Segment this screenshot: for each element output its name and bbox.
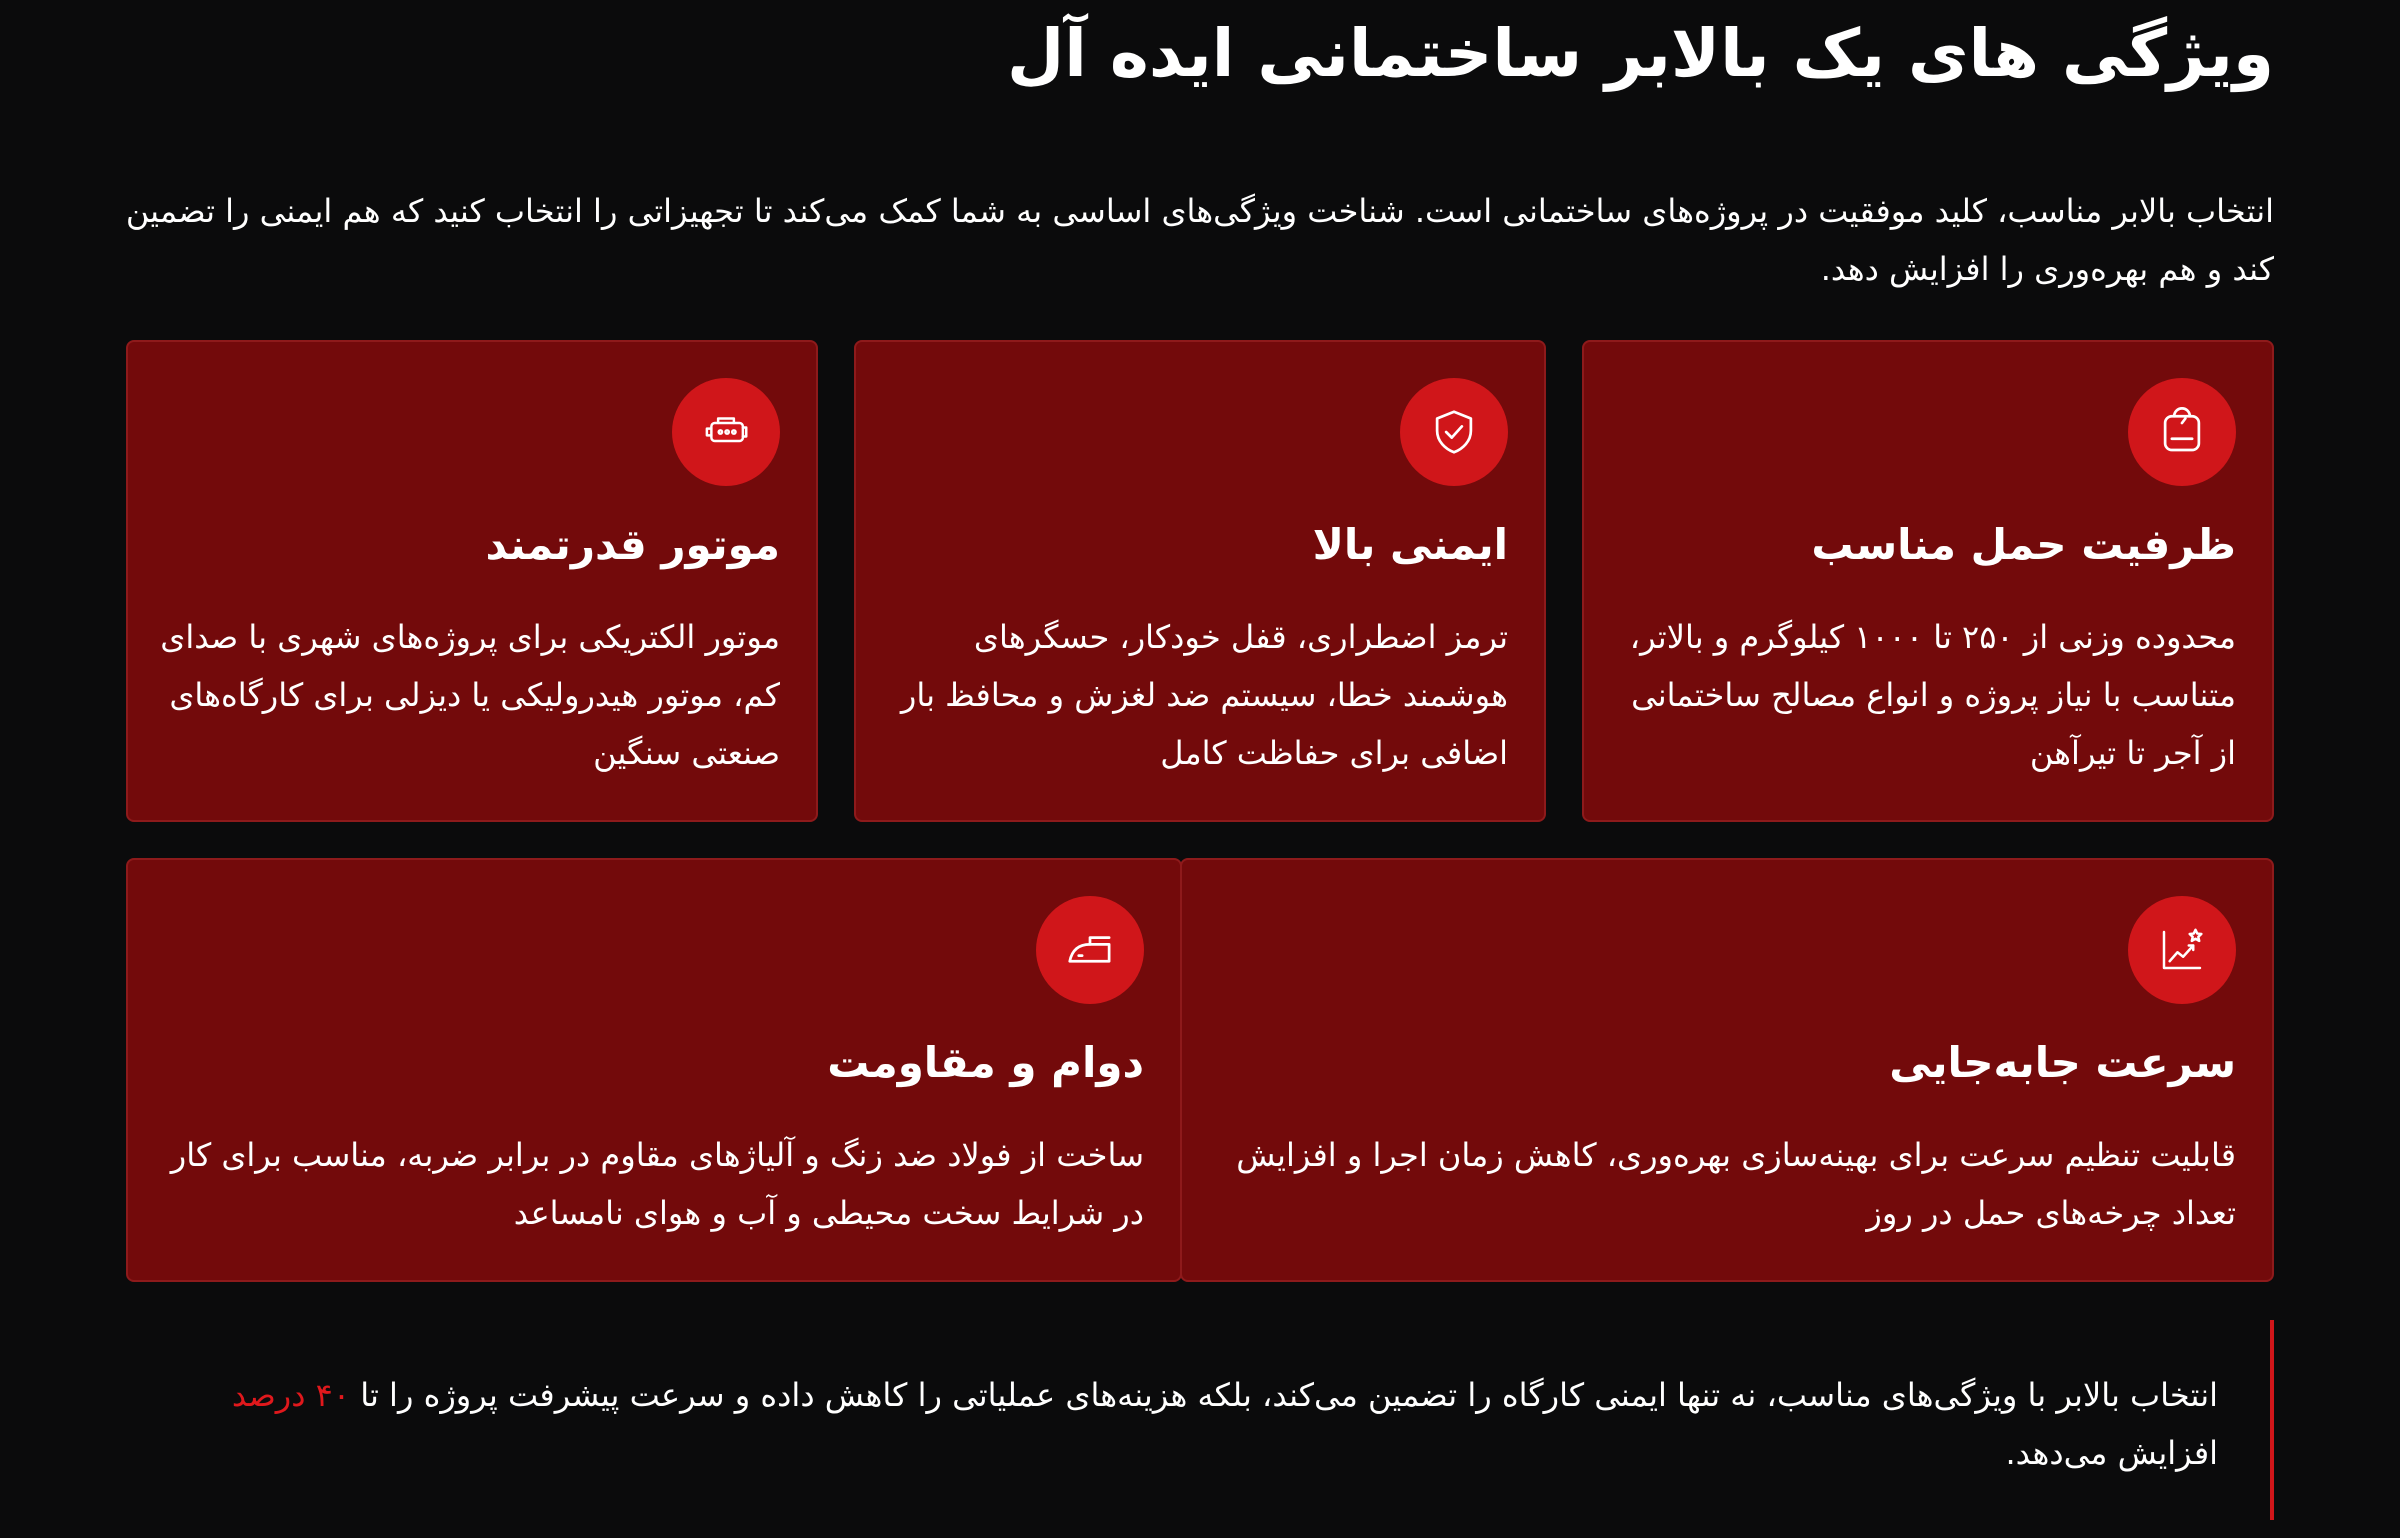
feature-card-speed: [1180, 858, 2274, 1282]
feature-title: ایمنی بالا: [1312, 520, 1508, 569]
summary-text: [158, 1366, 2218, 1482]
engine-icon: [672, 378, 780, 486]
feature-card-safety: [854, 340, 1546, 822]
weight-scale-icon: [2128, 378, 2236, 486]
feature-card-motor: [126, 340, 818, 822]
intro-paragraph: انتخاب بالابر مناسب، کلید موفقیت در پروژه‌های ساختمانی است. شناخت ویژگی‌های اساسی به شما کمک می‌کند تا تجهیزاتی را انتخاب کنید که هم ایمنی را تضمین کند و هم بهره‌وری را افزایش دهد.: [125, 192, 2274, 288]
summary-text-end: افزایش می‌دهد.: [2005, 1434, 2218, 1472]
feature-title: موتور قدرتمند: [485, 520, 780, 569]
iron-icon: [1036, 896, 1144, 1004]
growth-chart-icon: [2128, 896, 2236, 1004]
feature-description: محدوده وزنی از ۲۵۰ تا ۱۰۰۰ کیلوگرم و بالاتر، متناسب با نیاز پروژه و انواع مصالح ساختمانی از آجر تا تیرآهن: [1629, 618, 2236, 772]
page-title: ویژگی های یک بالابر ساختمانی ایده آل: [1007, 15, 2274, 92]
feature-title: ظرفیت حمل مناسب: [1811, 520, 2236, 569]
shield-check-icon: [1400, 378, 1508, 486]
feature-description: موتور الکتریکی برای پروژه‌های شهری با صدای کم، موتور هیدرولیکی یا دیزلی برای کارگاه‌های صنعتی سنگین: [160, 618, 780, 772]
feature-title: دوام و مقاومت: [827, 1038, 1144, 1087]
summary-note: [124, 1320, 2274, 1520]
feature-description: ساخت از فولاد ضد زنگ و آلیاژهای مقاوم در برابر ضربه، مناسب برای کار در شرایط سخت محیطی و آب و هوای نامساعد: [170, 1136, 1144, 1232]
feature-title: سرعت جابه‌جایی: [1889, 1038, 2236, 1087]
feature-card-capacity: [1582, 340, 2274, 822]
summary-highlight: ۴۰ درصد: [231, 1376, 351, 1414]
feature-description: ترمز اضطراری، قفل خودکار، حسگرهای هوشمند خطا، سیستم ضد لغزش و محافظ بار اضافی برای حفاظت کامل: [900, 618, 1508, 772]
feature-card-durability: [126, 858, 1182, 1282]
feature-description: قابلیت تنظیم سرعت برای بهینه‌سازی بهره‌وری، کاهش زمان اجرا و افزایش تعداد چرخه‌های حمل در روز: [1236, 1136, 2236, 1232]
summary-text-start: انتخاب بالابر با ویژگی‌های مناسب، نه تنها ایمنی کارگاه را تضمین می‌کند، بلکه هزینه‌های عملیاتی را کاهش داده و سرعت پیشرفت پروژه را تا: [350, 1376, 2218, 1414]
